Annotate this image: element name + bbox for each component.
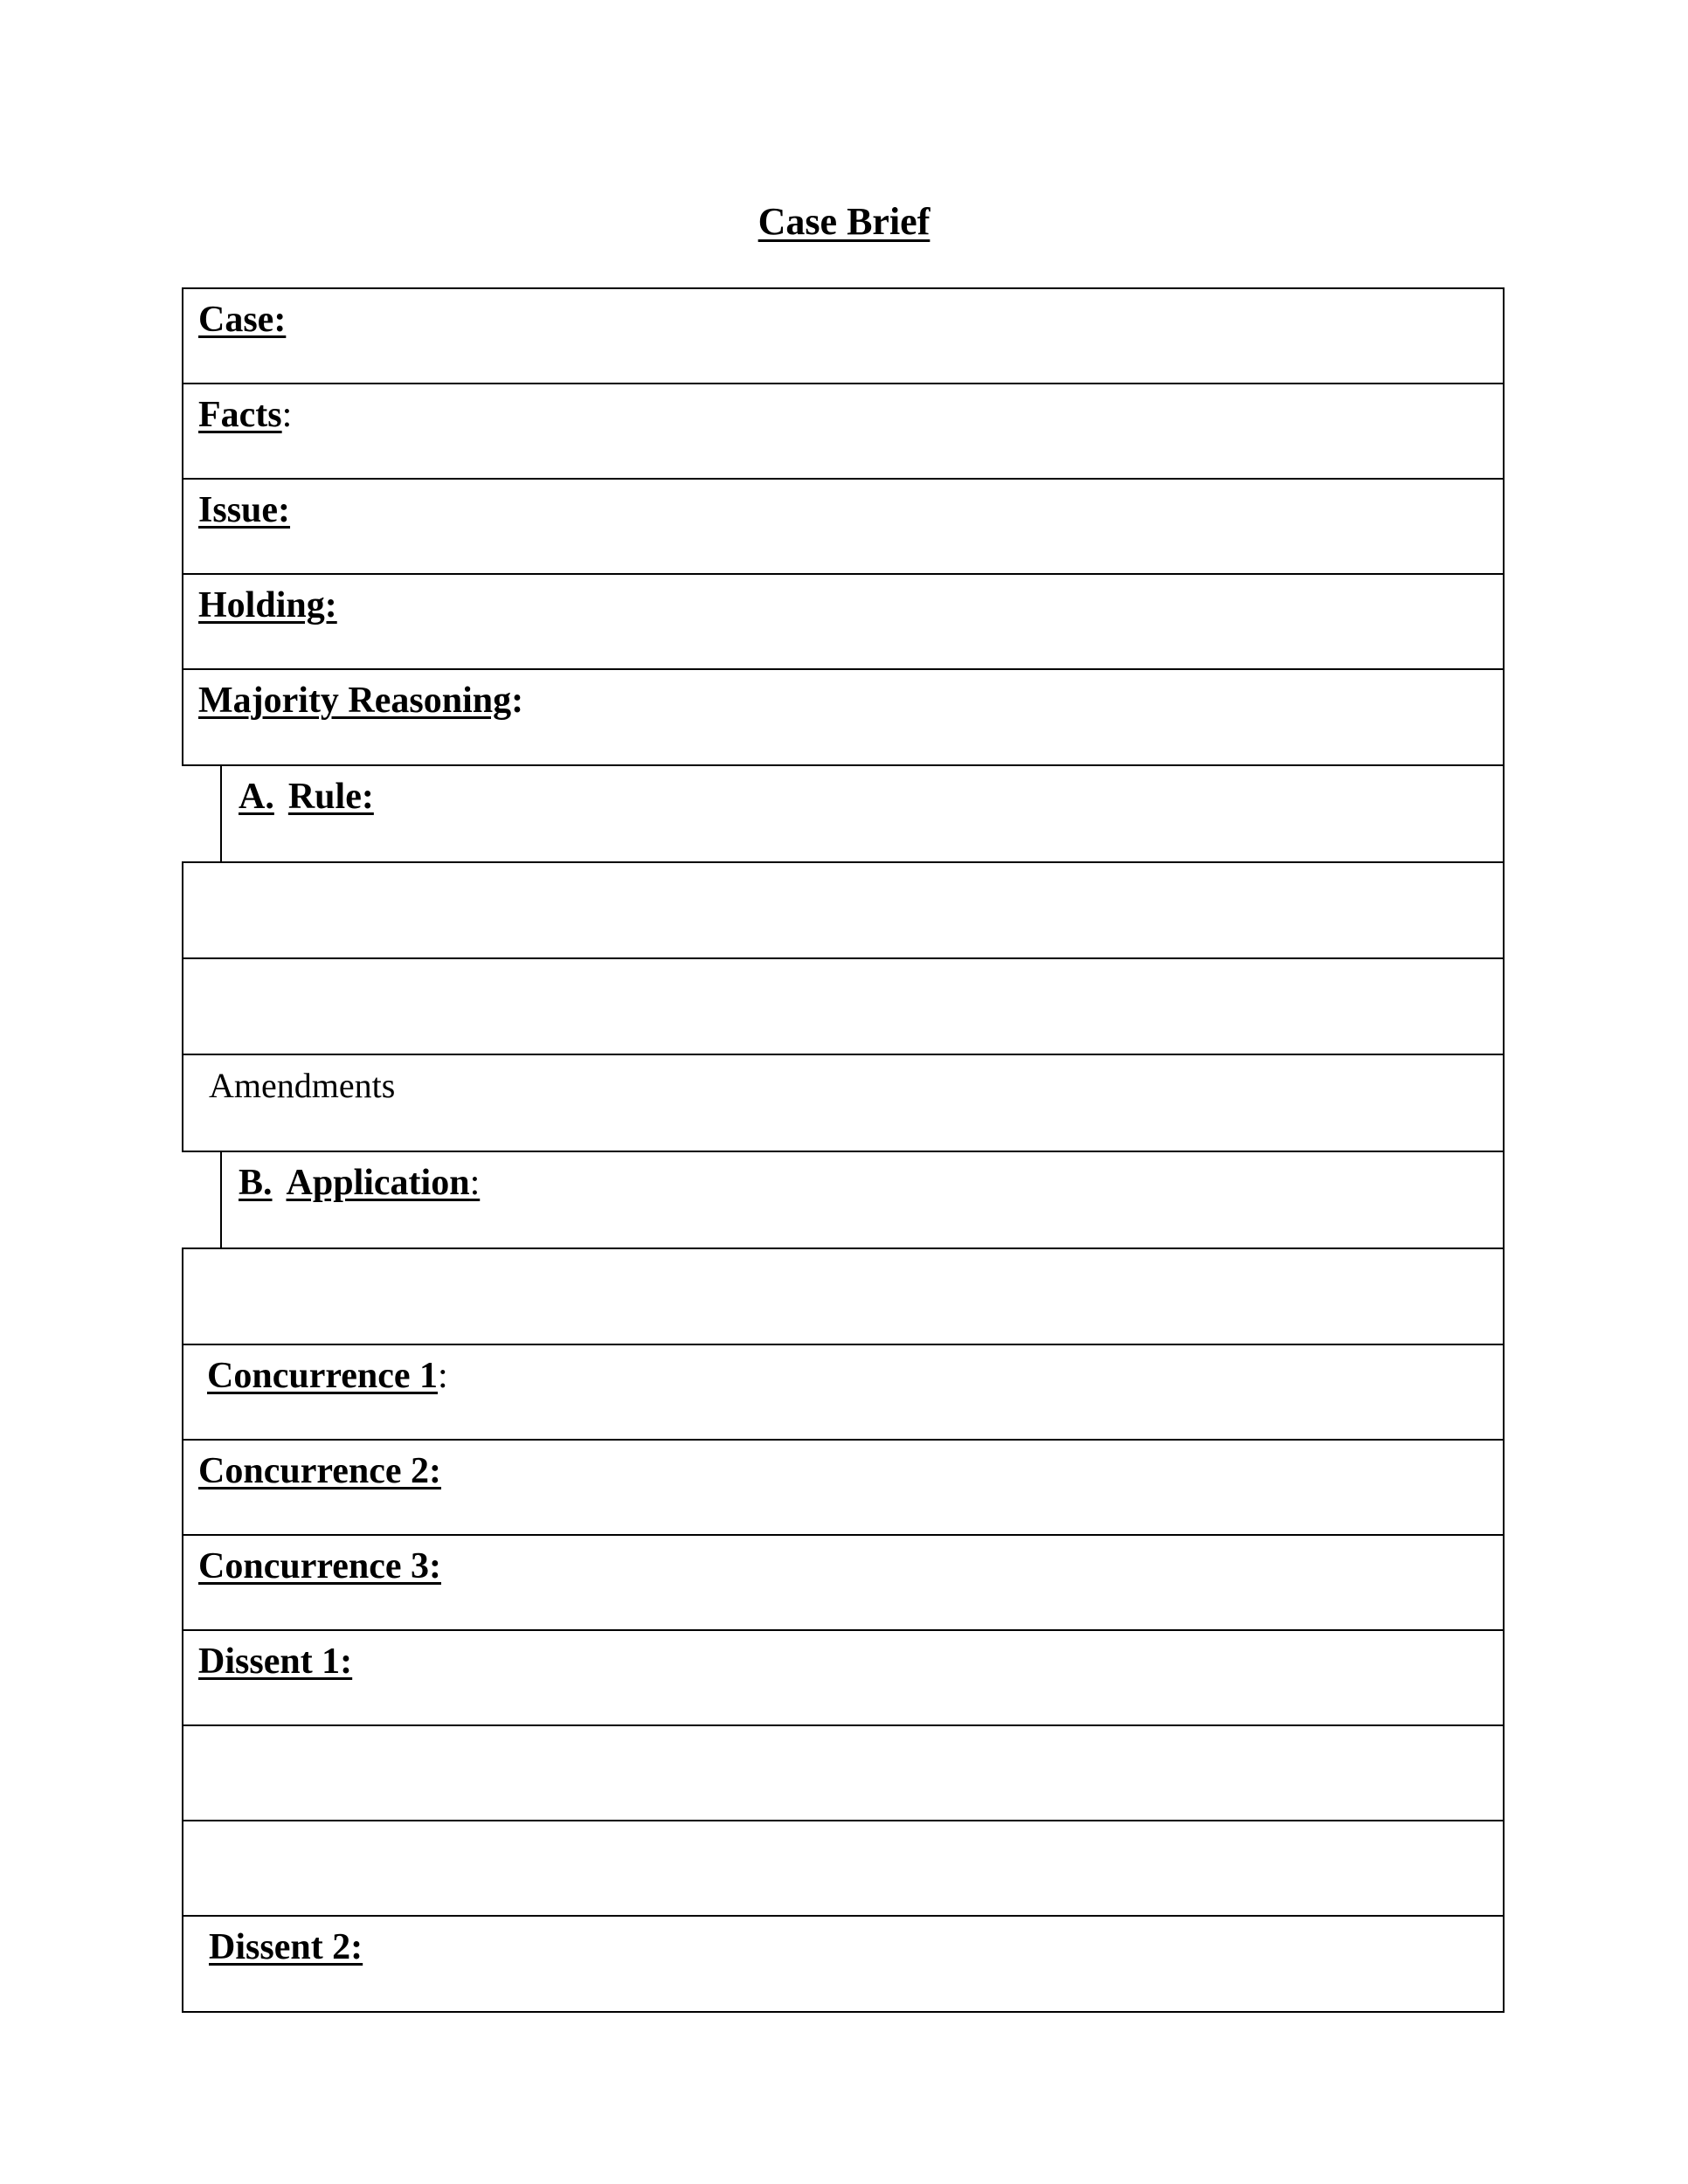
label-concurrence-2 xyxy=(198,1445,441,1497)
table-line-3 xyxy=(182,573,1505,575)
table-line-6 xyxy=(182,861,1505,863)
row-dissent-2[interactable] xyxy=(183,1916,1504,2012)
label-case xyxy=(198,294,286,346)
row-concurrence-2[interactable] xyxy=(183,1440,1504,1535)
label-application xyxy=(239,1157,480,1209)
facts-label-suffix: : xyxy=(281,395,293,435)
table-line-15 xyxy=(182,1724,1505,1726)
row-blank-4[interactable] xyxy=(183,1725,1504,1821)
row-blank-3[interactable] xyxy=(183,1248,1504,1344)
concurrence-1-label-suffix: : xyxy=(438,1356,448,1396)
issue-label-text: Issue: xyxy=(198,490,291,530)
concurrence-1-label-text: Concurrence 1 xyxy=(207,1356,438,1396)
table-line-4 xyxy=(182,668,1505,670)
table-line-5 xyxy=(182,764,1505,766)
table-line-1 xyxy=(182,383,1505,384)
label-rule xyxy=(239,771,374,823)
case-label-text: Case: xyxy=(198,300,287,340)
row-facts[interactable] xyxy=(183,384,1504,479)
table-line-8 xyxy=(182,1054,1505,1055)
table-line-11 xyxy=(182,1344,1505,1345)
label-majority-reasoning xyxy=(198,674,523,727)
majority-reasoning-label-suffix: : xyxy=(511,681,524,721)
row-concurrence-1[interactable] xyxy=(183,1344,1504,1440)
row-blank-1[interactable] xyxy=(183,862,1504,958)
application-label-text: Application xyxy=(286,1163,470,1203)
majority-reasoning-label-text: Majority Reasoning xyxy=(198,681,512,721)
label-dissent-1 xyxy=(198,1635,352,1688)
row-concurrence-3[interactable] xyxy=(183,1535,1504,1630)
application-label-suffix: : xyxy=(469,1163,481,1203)
row-blank-2[interactable] xyxy=(183,958,1504,1054)
table-line-17 xyxy=(182,1915,1505,1917)
row-application[interactable] xyxy=(221,1151,1504,1248)
table-line-2 xyxy=(182,478,1505,480)
label-concurrence-1 xyxy=(207,1350,448,1402)
table-line-bottom xyxy=(182,2011,1505,2013)
table-border-indent-rule xyxy=(220,765,222,862)
row-blank-5[interactable] xyxy=(183,1821,1504,1916)
label-concurrence-3 xyxy=(198,1540,441,1593)
page-title: Case Brief xyxy=(758,200,930,243)
table-border-left-2 xyxy=(182,861,183,1151)
rule-letter: A. xyxy=(239,777,274,817)
label-holding xyxy=(198,579,337,632)
row-majority-reasoning[interactable] xyxy=(183,669,1504,764)
table-line-13 xyxy=(182,1534,1505,1536)
table-border-left-1 xyxy=(182,287,183,765)
table-line-10 xyxy=(182,1248,1505,1249)
holding-label-text: Holding: xyxy=(198,585,337,625)
row-issue[interactable] xyxy=(183,479,1504,574)
table-line-9 xyxy=(182,1151,1505,1152)
row-amendments[interactable] xyxy=(183,1054,1504,1151)
concurrence-2-label-text: Concurrence 2: xyxy=(198,1451,441,1491)
label-facts xyxy=(198,389,292,441)
dissent-1-label-text: Dissent 1: xyxy=(198,1641,353,1682)
facts-label-text: Facts xyxy=(198,395,282,435)
label-issue xyxy=(198,484,290,536)
table-border-indent-application xyxy=(220,1151,222,1248)
table-line-12 xyxy=(182,1439,1505,1441)
table-line-16 xyxy=(182,1820,1505,1821)
application-letter: B. xyxy=(239,1163,273,1203)
rule-label-text: Rule: xyxy=(287,777,374,817)
label-dissent-2 xyxy=(209,1921,363,1973)
table-line-7 xyxy=(182,957,1505,959)
table-line-top xyxy=(182,287,1505,289)
row-holding[interactable] xyxy=(183,574,1504,669)
label-amendments: Amendments xyxy=(209,1066,396,1105)
row-dissent-1[interactable] xyxy=(183,1630,1504,1725)
table-line-14 xyxy=(182,1629,1505,1631)
row-rule[interactable] xyxy=(221,765,1504,861)
concurrence-3-label-text: Concurrence 3: xyxy=(198,1546,441,1586)
dissent-2-label-text: Dissent 2: xyxy=(209,1927,363,1967)
row-case[interactable] xyxy=(183,288,1504,384)
